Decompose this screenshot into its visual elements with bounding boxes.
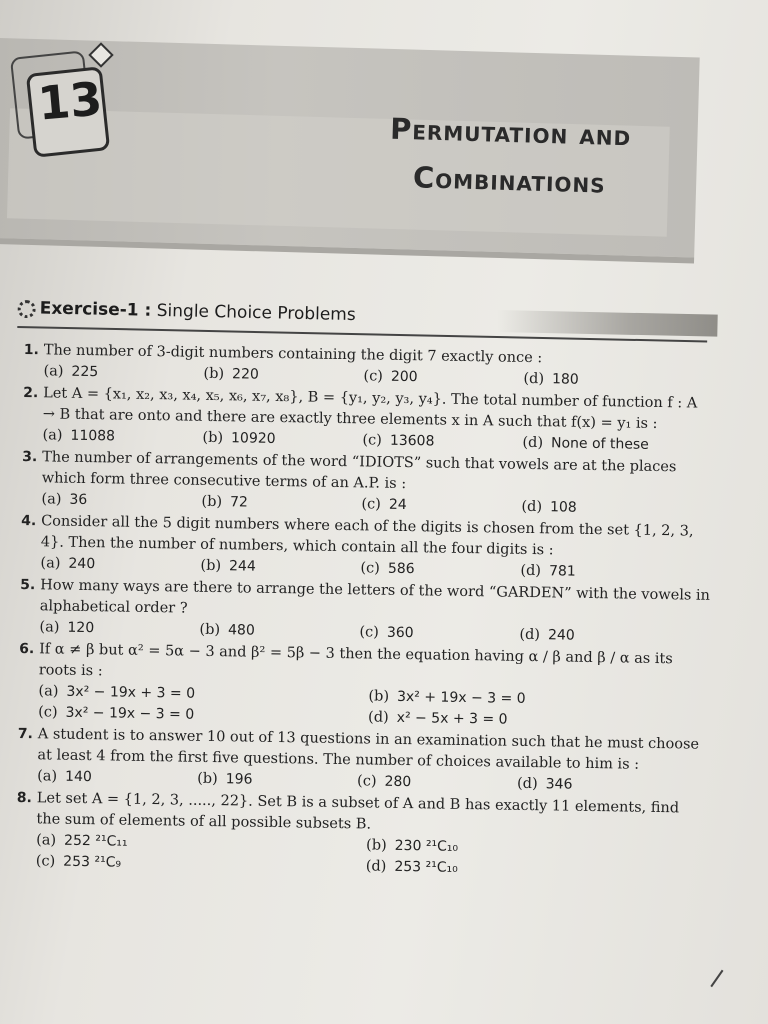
question-number: 3. xyxy=(22,448,38,466)
chapter-title-line-2: Combinations xyxy=(412,160,607,200)
exercise-heading xyxy=(17,294,718,343)
question-3 xyxy=(21,447,712,521)
option-d: (d) x² − 5x + 3 = 0 xyxy=(367,709,508,728)
chapter-number: 13 xyxy=(35,71,105,131)
question-number: 7. xyxy=(17,725,33,743)
option-c: (c) 13608 xyxy=(362,432,435,450)
question-7 xyxy=(17,724,708,798)
option-c: (c) 360 xyxy=(359,624,414,642)
option-a: (a) 240 xyxy=(40,555,96,573)
pen-mark xyxy=(701,963,724,987)
option-c: (c) 200 xyxy=(363,368,418,386)
option-a: (a) 36 xyxy=(41,491,88,509)
question-5 xyxy=(19,575,710,649)
exercise-label xyxy=(39,298,355,325)
option-d: (d) 781 xyxy=(520,562,576,580)
question-4 xyxy=(20,511,711,585)
chapter-title-line-1: Permutation and xyxy=(389,111,632,153)
exercise-label-rest: Single Choice Problems xyxy=(156,300,356,326)
option-b: (b) 3x² + 19x − 3 = 0 xyxy=(368,688,526,707)
question-number: 5. xyxy=(20,576,36,594)
option-b: (b) 220 xyxy=(203,365,259,383)
question-text: Consider all the 5 digit numbers where each of the digits is chosen from the set {1, 2, 3, 4}. Then the number of numbers, which contain all the four digits is : xyxy=(40,513,694,559)
question-8 xyxy=(16,788,707,883)
option-d: (d) 346 xyxy=(516,775,573,793)
question-6 xyxy=(18,639,709,734)
chapter-title xyxy=(344,103,677,208)
question-2 xyxy=(22,383,713,457)
option-b: (b) 72 xyxy=(201,493,249,511)
question-text: How many ways are there to arrange the letters of the word “GARDEN” with the vowels in alphabetical order ? xyxy=(39,577,711,617)
option-a: (a) 3x² − 19x + 3 = 0 xyxy=(38,683,196,702)
exercise-heading-shade xyxy=(497,310,717,337)
option-d: (d) 180 xyxy=(523,370,579,388)
option-c: (c) 3x² − 19x − 3 = 0 xyxy=(38,704,195,723)
question-text: Let A = {x₁, x₂, x₃, x₄, x₅, x₆, x₇, x₈}, B = {y₁, y₂, y₃, y₄}. The total number of function f : A → B that are onto and there are exactly three elements x in A such that f(x) = y₁ is : xyxy=(42,385,698,432)
question-number: 6. xyxy=(19,640,35,658)
question-number: 1. xyxy=(23,341,40,359)
question-number: 8. xyxy=(16,789,32,807)
option-b: (b) 196 xyxy=(197,770,253,788)
option-a: (a) 120 xyxy=(39,619,95,637)
exercise-label-bold: Exercise-1 : xyxy=(39,298,152,321)
option-d: (d) 108 xyxy=(521,498,577,516)
question-text: If α ≠ β but α² = 5α − 3 and β² = 5β − 3 then the equation having α / β and β / α as its roots is : xyxy=(38,641,673,680)
question-text: The number of 3-digit numbers containing the digit 7 exactly once : xyxy=(43,342,543,367)
option-a: (a) 252 ²¹C₁₁ xyxy=(36,832,128,850)
option-c: (c) 253 ²¹C₉ xyxy=(35,853,122,871)
option-b: (b) 480 xyxy=(199,621,255,639)
gear-icon xyxy=(17,300,35,318)
option-a: (a) 225 xyxy=(43,363,99,381)
option-b: (b) 244 xyxy=(200,557,256,575)
question-list xyxy=(16,340,714,884)
question-text: The number of arrangements of the word “IDIOTS” such that vowels are at the places which form three consecutive terms of an A.P. is : xyxy=(41,449,677,493)
option-b: (b) 10920 xyxy=(202,429,276,447)
option-d: (d) None of these xyxy=(522,434,649,453)
question-number: 2. xyxy=(23,384,39,402)
question-number: 4. xyxy=(21,512,37,530)
option-a: (a) 11088 xyxy=(42,427,116,445)
question-text: A student is to answer 10 out of 13 questions in an examination such that he must choose at least 4 from the first five questions. The number of choices available to him is : xyxy=(37,726,700,773)
option-c: (c) 24 xyxy=(361,496,407,514)
option-c: (c) 586 xyxy=(360,560,415,578)
question-text: Let set A = {1, 2, 3, ....., 22}. Set B is a subset of A and B has exactly 11 elements, find the sum of elements of all possible subsets B. xyxy=(36,790,680,833)
option-d: (d) 253 ²¹C₁₀ xyxy=(365,858,458,876)
option-a: (a) 140 xyxy=(37,768,92,786)
option-d: (d) 240 xyxy=(519,626,575,644)
option-c: (c) 280 xyxy=(356,773,412,791)
option-b: (b) 230 ²¹C₁₀ xyxy=(365,837,459,855)
